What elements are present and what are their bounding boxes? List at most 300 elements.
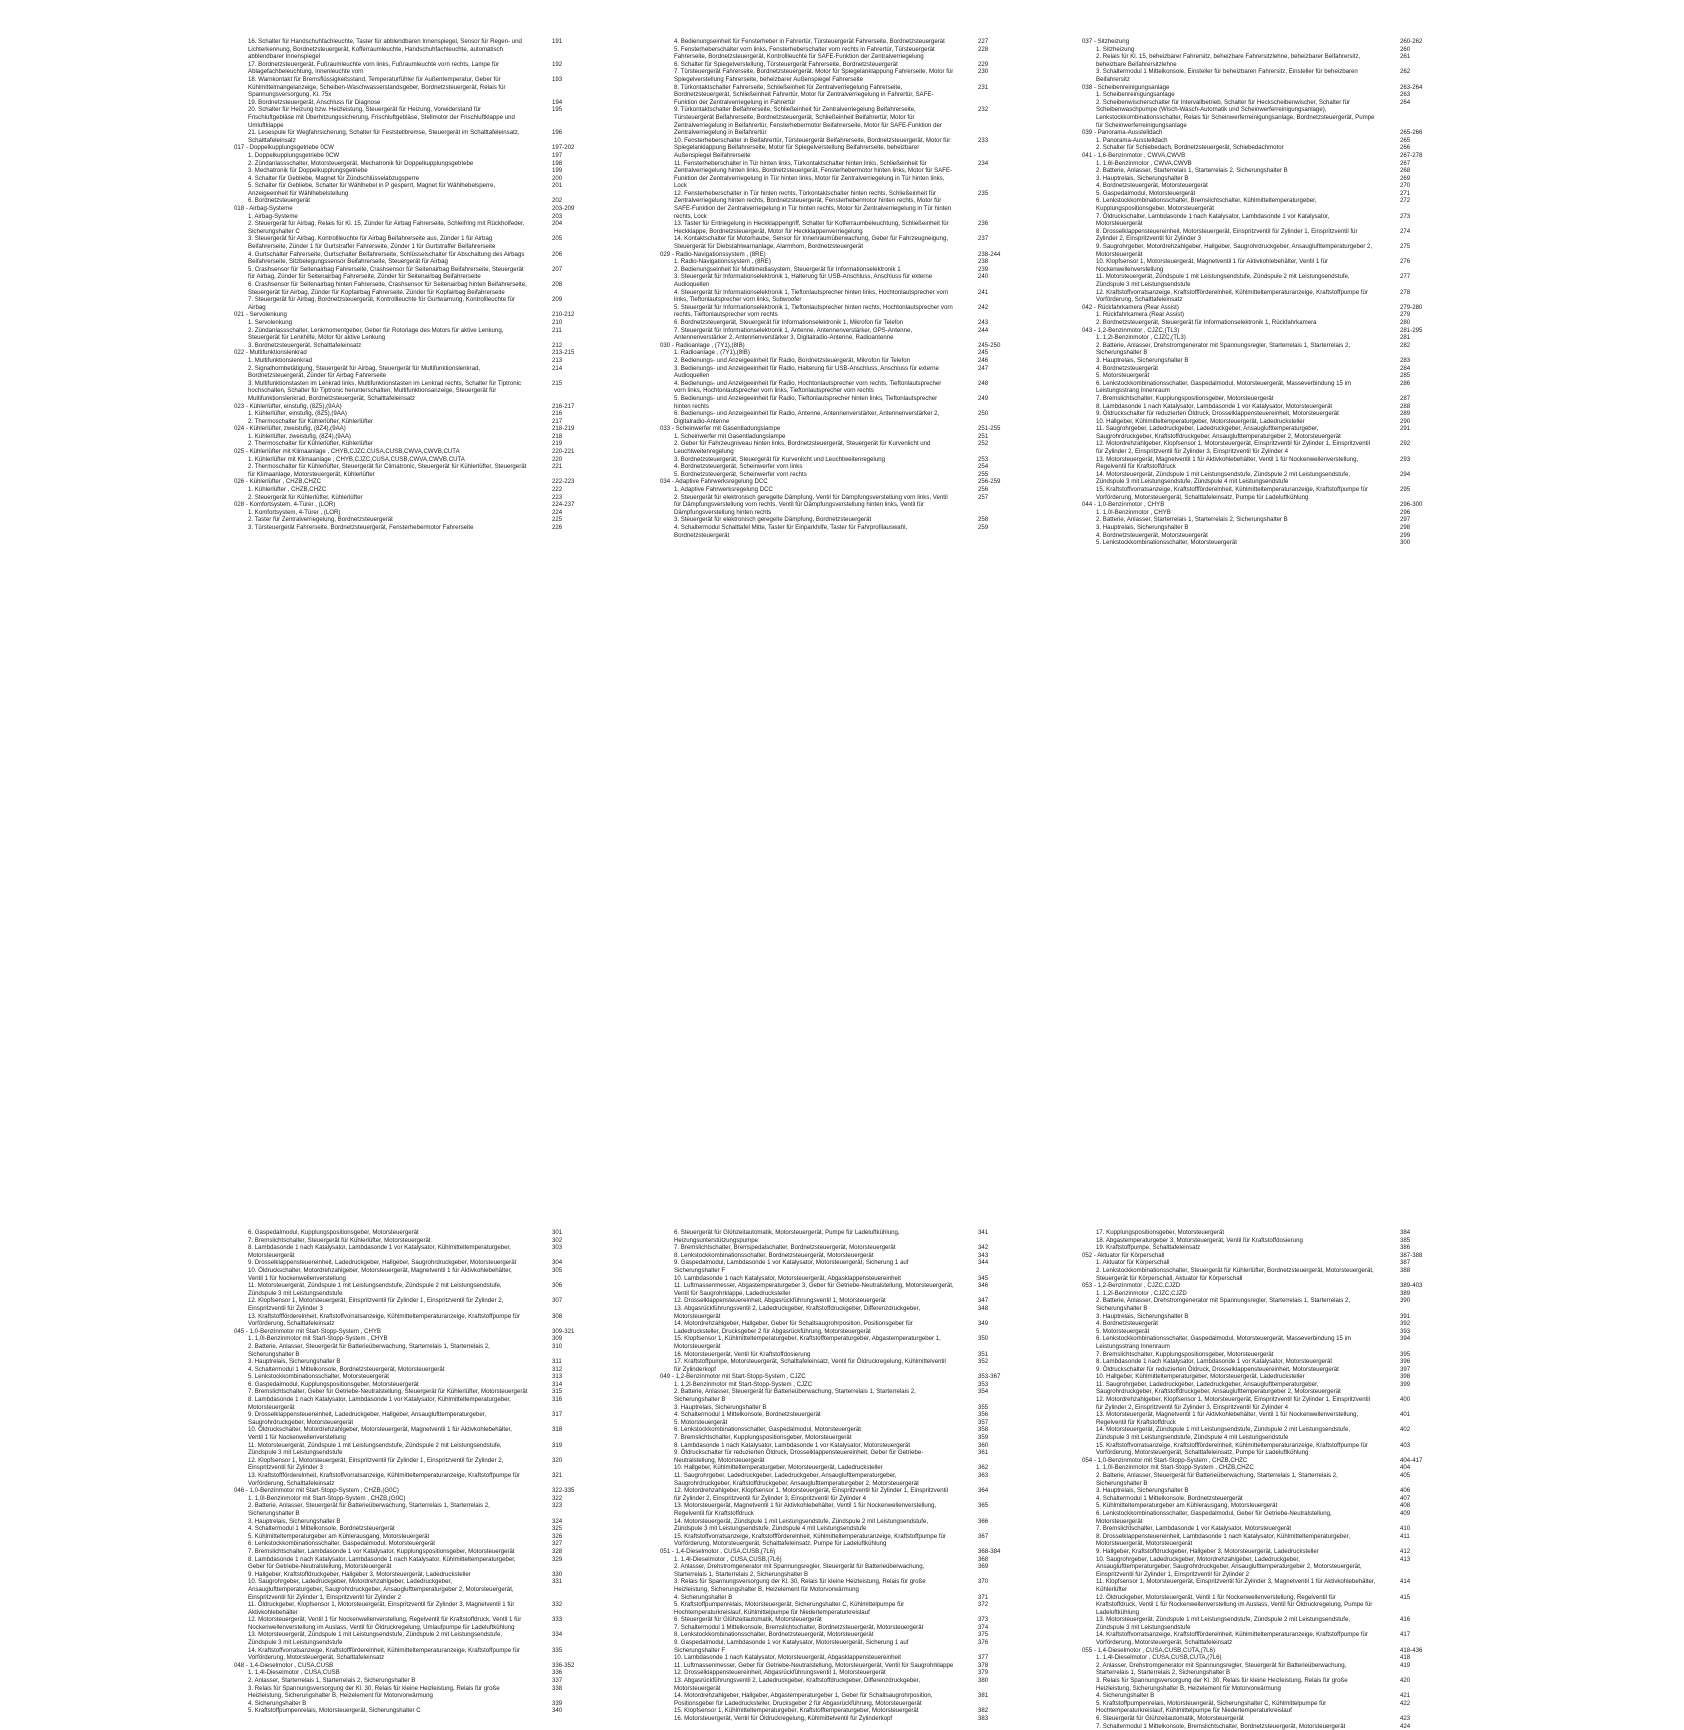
- toc-entry[interactable]: [234, 524, 584, 532]
- toc-entry[interactable]: [234, 380, 584, 403]
- toc-entry[interactable]: [1082, 53, 1432, 68]
- toc-entry[interactable]: [234, 1495, 584, 1503]
- toc-entry[interactable]: [660, 1677, 1010, 1692]
- toc-entry-title: 2. Taster für Zentralverriegelung, Bordnetzsteuergerät: [248, 516, 393, 524]
- toc-entry[interactable]: [234, 1358, 584, 1366]
- toc-section-entry[interactable]: [660, 342, 1010, 350]
- toc-entry-title: 2. Anlasser, Starterrelais 1, Starterrelais 2, Sicherungshalter B: [248, 1677, 416, 1685]
- toc-entry[interactable]: [660, 1563, 1010, 1578]
- toc-entry[interactable]: [1082, 167, 1432, 175]
- toc-entry[interactable]: [660, 1533, 1010, 1548]
- toc-entry[interactable]: [660, 440, 1010, 455]
- toc-page-number: 343: [978, 1251, 989, 1259]
- toc-entry[interactable]: [234, 410, 584, 418]
- toc-entry[interactable]: [660, 1282, 1010, 1297]
- toc-entry[interactable]: [660, 190, 1010, 220]
- toc-entry[interactable]: [1082, 182, 1432, 190]
- toc-entry[interactable]: [660, 357, 1010, 365]
- toc-entry[interactable]: [234, 61, 584, 76]
- toc-entry[interactable]: [1082, 1381, 1432, 1396]
- toc-entry[interactable]: [660, 220, 1010, 235]
- toc-entry[interactable]: [660, 516, 1010, 524]
- toc-entry[interactable]: [660, 38, 1010, 46]
- toc-entry[interactable]: [660, 61, 1010, 69]
- toc-entry[interactable]: [1082, 1631, 1432, 1646]
- toc-entry[interactable]: [660, 1715, 1010, 1723]
- toc-entry[interactable]: [660, 68, 1010, 83]
- toc-entry-title: 021 - Servolenkung: [234, 311, 287, 319]
- toc-entry[interactable]: [1082, 1335, 1432, 1350]
- toc-entry[interactable]: [1082, 1259, 1432, 1267]
- toc-entry[interactable]: [1082, 1578, 1432, 1593]
- toc-entry[interactable]: [1082, 456, 1432, 471]
- toc-section-entry[interactable]: [660, 1373, 1010, 1381]
- toc-entry-title: 4. Schaltermodul 1 Mittelkonsole, Bordnetzsteuergerät, Motorsteuergerät: [248, 1365, 445, 1373]
- toc-entry[interactable]: [1082, 1616, 1432, 1631]
- toc-page-number: 237: [978, 235, 989, 243]
- toc-entry[interactable]: [660, 1335, 1010, 1350]
- toc-entry[interactable]: [234, 38, 584, 61]
- toc-entry[interactable]: [1082, 395, 1432, 403]
- toc-entry[interactable]: [660, 46, 1010, 61]
- toc-entry[interactable]: [234, 251, 584, 266]
- toc-entry[interactable]: [660, 1487, 1010, 1502]
- toc-entry[interactable]: [1082, 486, 1432, 501]
- toc-entry[interactable]: [1082, 1677, 1432, 1692]
- toc-section-entry[interactable]: [234, 1328, 584, 1336]
- toc-entry[interactable]: [234, 1631, 584, 1646]
- toc-entry[interactable]: [234, 129, 584, 144]
- toc-section-entry[interactable]: [1082, 1457, 1432, 1465]
- toc-page-number: 393: [1400, 1327, 1411, 1335]
- toc-entry-title: 7. Bremslichtschalter, Lambdasonde 1 vor Katalysator, Kupplungspositionsgeber, Motorsteuergerät: [248, 1547, 515, 1555]
- toc-entry[interactable]: [234, 1601, 584, 1616]
- toc-entry[interactable]: [1082, 334, 1432, 342]
- toc-entry[interactable]: [660, 1320, 1010, 1335]
- toc-entry[interactable]: [234, 486, 584, 494]
- toc-entry[interactable]: [660, 258, 1010, 266]
- toc-entry[interactable]: [234, 1388, 584, 1396]
- toc-entry[interactable]: [234, 1366, 584, 1374]
- toc-section-entry[interactable]: [234, 144, 584, 152]
- toc-entry[interactable]: [234, 365, 584, 380]
- toc-entry-title: 4. Bordnetzsteuergerät: [1096, 1320, 1158, 1328]
- toc-entry[interactable]: [660, 1358, 1010, 1373]
- toc-entry[interactable]: [660, 471, 1010, 479]
- toc-entry[interactable]: [660, 494, 1010, 517]
- toc-entry[interactable]: [1082, 1654, 1432, 1662]
- toc-section-entry[interactable]: [660, 1548, 1010, 1556]
- toc-entry[interactable]: [660, 1601, 1010, 1616]
- toc-entry[interactable]: [234, 1297, 584, 1312]
- toc-entry[interactable]: [660, 1518, 1010, 1533]
- toc-entry[interactable]: [234, 1556, 584, 1571]
- toc-section-entry[interactable]: [1082, 38, 1432, 46]
- toc-entry[interactable]: [1082, 1358, 1432, 1366]
- toc-entry[interactable]: [660, 1624, 1010, 1632]
- toc-entry[interactable]: [1082, 1700, 1432, 1715]
- toc-entry[interactable]: [660, 1616, 1010, 1624]
- toc-entry[interactable]: [660, 1244, 1010, 1252]
- toc-entry[interactable]: [660, 486, 1010, 494]
- toc-entry[interactable]: [234, 1335, 584, 1343]
- toc-section-entry[interactable]: [1082, 1647, 1432, 1655]
- toc-entry[interactable]: [660, 106, 1010, 136]
- toc-entry[interactable]: [1082, 1692, 1432, 1700]
- toc-section-entry[interactable]: [660, 425, 1010, 433]
- toc-entry[interactable]: [660, 327, 1010, 342]
- toc-section-entry[interactable]: [234, 478, 584, 486]
- toc-entry[interactable]: [660, 1472, 1010, 1487]
- toc-entry[interactable]: [1082, 160, 1432, 168]
- toc-entry[interactable]: [660, 289, 1010, 304]
- toc-entry[interactable]: [234, 319, 584, 327]
- toc-entry[interactable]: [1082, 539, 1432, 547]
- toc-entry[interactable]: [234, 235, 584, 250]
- toc-entry[interactable]: [660, 524, 1010, 539]
- toc-entry-title: 8. Drosselklappensteuereinheit, Motorsteuergerät, Einspritzventil für Zylinder 1, Einspritzventil für Zylinder 2, Einspritzventil für Zylinder 3: [1096, 227, 1358, 243]
- toc-entry[interactable]: [1082, 1723, 1432, 1730]
- toc-entry[interactable]: [234, 433, 584, 441]
- toc-entry[interactable]: [660, 273, 1010, 288]
- toc-entry[interactable]: [234, 1525, 584, 1533]
- toc-entry[interactable]: [234, 440, 584, 448]
- toc-entry[interactable]: [660, 410, 1010, 425]
- toc-entry[interactable]: [234, 1707, 584, 1715]
- toc-section-entry[interactable]: [234, 205, 584, 213]
- toc-entry[interactable]: [234, 1685, 584, 1700]
- toc-section-entry[interactable]: [234, 349, 584, 357]
- toc-entry[interactable]: [1082, 91, 1432, 99]
- toc-entry[interactable]: [660, 235, 1010, 250]
- toc-entry[interactable]: [660, 463, 1010, 471]
- toc-entry-title: 10. Saugrohrgeber, Ladedruckgeber, Motordrehzahlgeber, Ladedruckgeber, Ansauglufttemperaturgeber, Saugrohrdruckgeber, Ansauglufttemperaturgeber 2, Motorsteuergerät, Einspritzventil für Zylinder 1, Einspritzventil für Zylinder 2: [1096, 1555, 1362, 1578]
- toc-entry[interactable]: [1082, 342, 1432, 357]
- toc-entry[interactable]: [234, 1548, 584, 1556]
- toc-entry[interactable]: [1082, 516, 1432, 524]
- toc-entry[interactable]: [1082, 1472, 1432, 1487]
- toc-entry[interactable]: [1082, 1328, 1432, 1336]
- toc-section-entry[interactable]: [660, 478, 1010, 486]
- toc-section-entry[interactable]: [1082, 1282, 1432, 1290]
- toc-entry[interactable]: [1082, 228, 1432, 243]
- toc-section-entry[interactable]: [1082, 1252, 1432, 1260]
- toc-entry-title: 3. Steuergerät für Informationselektronik 1, Halterung für USB-Anschluss, Anschluss für externe Audioquellen: [674, 273, 933, 288]
- toc-entry[interactable]: [234, 1244, 584, 1259]
- toc-entry[interactable]: [234, 1571, 584, 1579]
- toc-entry[interactable]: [234, 1518, 584, 1526]
- toc-entry[interactable]: [1082, 1426, 1432, 1441]
- toc-entry[interactable]: [1082, 1290, 1432, 1298]
- toc-entry[interactable]: [234, 516, 584, 524]
- toc-entry[interactable]: [234, 1647, 584, 1662]
- toc-entry[interactable]: [660, 1669, 1010, 1677]
- toc-page-number: 261: [1400, 53, 1411, 61]
- toc-page-number: 314: [552, 1380, 563, 1388]
- toc-entry[interactable]: [234, 1540, 584, 1548]
- toc-page-number: 244: [978, 326, 989, 334]
- toc-entry[interactable]: [1082, 1495, 1432, 1503]
- toc-entry[interactable]: [660, 1464, 1010, 1472]
- toc-section-entry[interactable]: [234, 1662, 584, 1670]
- toc-entry[interactable]: [660, 1404, 1010, 1412]
- toc-entry[interactable]: [660, 1434, 1010, 1442]
- toc-entry[interactable]: [1082, 1548, 1432, 1556]
- toc-entry[interactable]: [1082, 68, 1432, 83]
- toc-section-entry[interactable]: [234, 425, 584, 433]
- toc-entry[interactable]: [1082, 509, 1432, 517]
- toc-entry[interactable]: [234, 1700, 584, 1708]
- toc-entry[interactable]: [1082, 1464, 1432, 1472]
- toc-entry[interactable]: [660, 1502, 1010, 1517]
- toc-entry[interactable]: [234, 213, 584, 221]
- toc-entry[interactable]: [234, 1282, 584, 1297]
- toc-section-entry[interactable]: [234, 501, 584, 509]
- toc-entry[interactable]: [660, 1639, 1010, 1654]
- toc-page-number: 349: [978, 1320, 989, 1328]
- toc-section-entry[interactable]: [1082, 501, 1432, 509]
- toc-entry[interactable]: [234, 1237, 584, 1245]
- toc-entry[interactable]: [1082, 243, 1432, 258]
- toc-entry[interactable]: [660, 1449, 1010, 1464]
- toc-entry-title: 1. Multifunktionslenkrad: [248, 356, 313, 364]
- toc-entry[interactable]: [1082, 365, 1432, 373]
- toc-entry[interactable]: [1082, 410, 1432, 418]
- toc-entry[interactable]: [1082, 99, 1432, 129]
- toc-entry[interactable]: [234, 76, 584, 99]
- toc-entry[interactable]: [1082, 1510, 1432, 1525]
- toc-page-number: 421: [1400, 1692, 1411, 1700]
- toc-page-number: 254: [978, 463, 989, 471]
- toc-page-number: 322: [552, 1494, 563, 1502]
- toc-entry[interactable]: [234, 1373, 584, 1381]
- toc-entry[interactable]: [660, 1259, 1010, 1274]
- toc-entry[interactable]: [1082, 1502, 1432, 1510]
- toc-entry[interactable]: [1082, 1351, 1432, 1359]
- toc-entry[interactable]: [1082, 1396, 1432, 1411]
- toc-entry[interactable]: [234, 1677, 584, 1685]
- toc-entry[interactable]: [234, 160, 584, 168]
- toc-entry[interactable]: [660, 1662, 1010, 1670]
- toc-section-entry[interactable]: [234, 448, 584, 456]
- toc-entry[interactable]: [660, 1275, 1010, 1283]
- toc-entry[interactable]: [660, 380, 1010, 395]
- toc-entry[interactable]: [660, 304, 1010, 319]
- toc-entry[interactable]: [660, 1419, 1010, 1427]
- toc-entry-title: 1. Radio-Navigationssystem , (8RE): [674, 258, 771, 266]
- toc-entry[interactable]: [1082, 1373, 1432, 1381]
- toc-entry-title: 11. Motorsteuergerät, Zündspule 1 mit Leistungsendstufe, Zündspule 2 mit Leistungsendstufe, Zündspule 3 mit Leistungsendstufe: [248, 1441, 502, 1457]
- toc-entry[interactable]: [234, 175, 584, 183]
- toc-entry[interactable]: [1082, 1366, 1432, 1374]
- toc-entry[interactable]: [234, 106, 584, 129]
- toc-page-number: 212: [552, 341, 563, 349]
- toc-page-number: 417: [1400, 1631, 1411, 1639]
- toc-entry[interactable]: [234, 182, 584, 197]
- toc-entry[interactable]: [234, 1267, 584, 1282]
- toc-entry[interactable]: [234, 327, 584, 342]
- toc-entry[interactable]: [660, 1556, 1010, 1564]
- toc-entry[interactable]: [1082, 1715, 1432, 1723]
- toc-entry[interactable]: [1082, 1297, 1432, 1312]
- toc-entry[interactable]: [660, 160, 1010, 190]
- toc-entry[interactable]: [660, 1229, 1010, 1244]
- toc-entry[interactable]: [234, 1457, 584, 1472]
- toc-entry[interactable]: [660, 1388, 1010, 1403]
- toc-entry-title: 1. Scheinwerfer mit Gasentladungslampe: [674, 432, 786, 440]
- toc-entry[interactable]: [234, 463, 584, 478]
- toc-page-number: 336: [552, 1669, 563, 1677]
- toc-entry[interactable]: [234, 99, 584, 107]
- toc-entry[interactable]: [1082, 471, 1432, 486]
- toc-entry[interactable]: [234, 152, 584, 160]
- toc-entry[interactable]: [234, 1578, 584, 1601]
- toc-entry[interactable]: [660, 1707, 1010, 1715]
- toc-entry[interactable]: [660, 137, 1010, 160]
- toc-entry[interactable]: [234, 1313, 584, 1328]
- toc-entry[interactable]: [234, 494, 584, 502]
- toc-entry-title: 7. Bremslichtschalter, Steuergerät für Kühlerlüfter, Motorsteuergerät: [248, 1236, 431, 1244]
- toc-entry[interactable]: [234, 1472, 584, 1487]
- toc-entry[interactable]: [1082, 1662, 1432, 1677]
- toc-entry[interactable]: [1082, 289, 1432, 304]
- toc-entry[interactable]: [1082, 425, 1432, 440]
- toc-entry[interactable]: [1082, 311, 1432, 319]
- toc-page-number: 383: [978, 1715, 989, 1722]
- toc-entry-title: 6. Gaspedalmodul, Kupplungspositionsgeber, Motorsteuergerät: [248, 1380, 419, 1388]
- toc-entry[interactable]: [1082, 1533, 1432, 1548]
- toc-entry-title: 1. Aktuator für Körperschall: [1096, 1259, 1170, 1267]
- toc-entry[interactable]: [234, 197, 584, 205]
- toc-section-entry[interactable]: [660, 251, 1010, 259]
- toc-entry[interactable]: [1082, 273, 1432, 288]
- toc-entry[interactable]: [234, 1381, 584, 1389]
- toc-entry[interactable]: [1082, 1313, 1432, 1321]
- toc-entry[interactable]: [1082, 1556, 1432, 1579]
- toc-entry[interactable]: [234, 456, 584, 464]
- toc-entry[interactable]: [1082, 1442, 1432, 1457]
- toc-entry-title: 10. Lambdasonde 1 nach Katalysator, Motorsteuergerät, Abgasklappensteuereinheit: [674, 1274, 901, 1282]
- toc-entry[interactable]: [1082, 258, 1432, 273]
- toc-section-entry[interactable]: [1082, 129, 1432, 137]
- toc-entry[interactable]: [234, 281, 584, 296]
- toc-entry[interactable]: [660, 1305, 1010, 1320]
- toc-entry[interactable]: [660, 319, 1010, 327]
- toc-entry[interactable]: [234, 266, 584, 281]
- toc-entry[interactable]: [234, 418, 584, 426]
- toc-entry[interactable]: [234, 509, 584, 517]
- toc-entry[interactable]: [1082, 197, 1432, 212]
- toc-entry[interactable]: [660, 1411, 1010, 1419]
- toc-entry[interactable]: [234, 1343, 584, 1358]
- toc-entry[interactable]: [234, 342, 584, 350]
- toc-entry[interactable]: [234, 220, 584, 235]
- toc-entry[interactable]: [1082, 137, 1432, 145]
- toc-entry[interactable]: [660, 1631, 1010, 1639]
- toc-entry[interactable]: [234, 1502, 584, 1517]
- toc-entry[interactable]: [660, 365, 1010, 380]
- toc-entry[interactable]: [1082, 403, 1432, 411]
- toc-entry[interactable]: [1082, 1320, 1432, 1328]
- toc-entry[interactable]: [1082, 357, 1432, 365]
- toc-entry[interactable]: [234, 167, 584, 175]
- toc-entry[interactable]: [1082, 380, 1432, 395]
- toc-entry[interactable]: [660, 1252, 1010, 1260]
- toc-page-number: 401: [1400, 1411, 1411, 1419]
- toc-section-entry[interactable]: [1082, 84, 1432, 92]
- toc-entry-title: 3. Hauptrelais, Sicherungshalter B: [674, 1403, 767, 1411]
- toc-entry[interactable]: [234, 1396, 584, 1411]
- toc-section-entry[interactable]: [234, 403, 584, 411]
- toc-entry[interactable]: [660, 1381, 1010, 1389]
- toc-entry[interactable]: [1082, 1525, 1432, 1533]
- toc-entry-title: 6. Lenkstockkombinationsschalter, Gaspedalmodul, Geber für Getriebe-Neutralstellung, Motorsteuergerät: [1096, 1509, 1332, 1525]
- toc-entry[interactable]: [1082, 190, 1432, 198]
- toc-entry[interactable]: [1082, 213, 1432, 228]
- toc-entry[interactable]: [1082, 1411, 1432, 1426]
- toc-section-entry[interactable]: [1082, 152, 1432, 160]
- toc-entry[interactable]: [1082, 1487, 1432, 1495]
- toc-entry[interactable]: [660, 1442, 1010, 1450]
- toc-entry[interactable]: [234, 1259, 584, 1267]
- toc-entry[interactable]: [234, 296, 584, 311]
- toc-entry[interactable]: [1082, 524, 1432, 532]
- toc-entry[interactable]: [660, 1692, 1010, 1707]
- toc-page-number: 225: [552, 516, 563, 524]
- toc-entry[interactable]: [234, 1411, 584, 1426]
- toc-entry[interactable]: [660, 1578, 1010, 1593]
- toc-entry[interactable]: [234, 1616, 584, 1631]
- toc-entry[interactable]: [1082, 440, 1432, 455]
- toc-entry[interactable]: [234, 1669, 584, 1677]
- toc-entry[interactable]: [660, 1297, 1010, 1305]
- toc-entry[interactable]: [1082, 372, 1432, 380]
- toc-entry[interactable]: [660, 456, 1010, 464]
- toc-entry[interactable]: [234, 357, 584, 365]
- toc-entry[interactable]: [1082, 1237, 1432, 1245]
- toc-section-entry[interactable]: [1082, 327, 1432, 335]
- toc-entry[interactable]: [660, 84, 1010, 107]
- toc-entry[interactable]: [660, 349, 1010, 357]
- toc-entry[interactable]: [1082, 1267, 1432, 1282]
- toc-entry[interactable]: [1082, 319, 1432, 327]
- toc-entry[interactable]: [660, 1426, 1010, 1434]
- toc-entry[interactable]: [234, 1442, 584, 1457]
- toc-entry[interactable]: [1082, 144, 1432, 152]
- toc-entry[interactable]: [660, 1594, 1010, 1602]
- toc-entry[interactable]: [660, 433, 1010, 441]
- toc-section-entry[interactable]: [234, 311, 584, 319]
- toc-entry[interactable]: [1082, 1594, 1432, 1617]
- toc-page-number: 236: [978, 220, 989, 228]
- toc-entry[interactable]: [660, 266, 1010, 274]
- toc-entry[interactable]: [660, 1654, 1010, 1662]
- toc-entry[interactable]: [660, 395, 1010, 410]
- toc-entry[interactable]: [234, 1533, 584, 1541]
- toc-entry-title: 13. Kraftstoffförderelnheit, Kraftstoffvorratsanzeige, Kühlmitteltemperaturanzeige, Kraftstoffpumpe für Vorförderung, Schalttafeleinsatz: [248, 1472, 520, 1487]
- toc-section-entry[interactable]: [1082, 304, 1432, 312]
- toc-entry[interactable]: [1082, 1244, 1432, 1252]
- toc-entry[interactable]: [1082, 1229, 1432, 1237]
- toc-entry[interactable]: [1082, 175, 1432, 183]
- toc-entry[interactable]: [660, 1351, 1010, 1359]
- toc-entry[interactable]: [1082, 46, 1432, 54]
- toc-entry[interactable]: [1082, 532, 1432, 540]
- toc-entry[interactable]: [234, 1426, 584, 1441]
- toc-entry[interactable]: [1082, 418, 1432, 426]
- toc-entry[interactable]: [234, 1229, 584, 1237]
- toc-section-entry[interactable]: [234, 1487, 584, 1495]
